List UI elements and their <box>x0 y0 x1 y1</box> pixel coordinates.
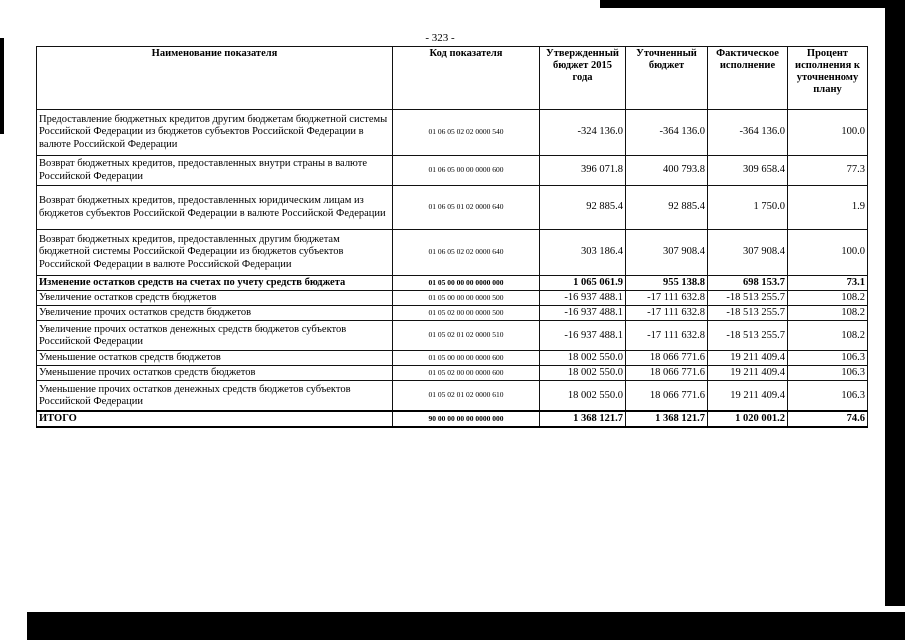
row-code: 01 06 05 01 02 0000 640 <box>393 186 540 230</box>
row-name: Увеличение остатков средств бюджетов <box>37 291 393 306</box>
row-name: Возврат бюджетных кредитов, предоставленных внутри страны в валюте Российской Федерации <box>37 156 393 186</box>
row-refined: 18 066 771.6 <box>626 366 708 381</box>
table-row <box>37 291 868 306</box>
row-code: 01 05 00 00 00 0000 000 <box>393 276 540 291</box>
row-refined: 955 138.8 <box>626 276 708 291</box>
row-percent: 108.2 <box>788 321 868 351</box>
row-name: ИТОГО <box>37 411 393 427</box>
row-approved: -16 937 488.1 <box>540 321 626 351</box>
header-approved: Утвержденный бюджет 2015 года <box>540 47 626 110</box>
row-name: Увеличение прочих остатков средств бюджетов <box>37 306 393 321</box>
row-percent: 106.3 <box>788 351 868 366</box>
row-code: 01 06 05 02 02 0000 640 <box>393 230 540 276</box>
row-code: 01 05 02 00 00 0000 600 <box>393 366 540 381</box>
row-name: Увеличение прочих остатков денежных средств бюджетов субъектов Российской Федерации <box>37 321 393 351</box>
table-row <box>37 351 868 366</box>
row-name: Возврат бюджетных кредитов, предоставленных другим бюджетам бюджетной системы Российской Федерации из бюджетов субъектов Российской Федерации в валюте Российской Федерации <box>37 230 393 276</box>
row-name: Уменьшение прочих остатков денежных средств бюджетов субъектов Российской Федерации <box>37 381 393 411</box>
table-row <box>37 276 868 291</box>
row-code: 01 05 00 00 00 0000 500 <box>393 291 540 306</box>
row-refined: -17 111 632.8 <box>626 321 708 351</box>
header-refined: Уточненный бюджет <box>626 47 708 110</box>
row-percent: 1.9 <box>788 186 868 230</box>
row-refined: -364 136.0 <box>626 110 708 156</box>
row-approved: -16 937 488.1 <box>540 306 626 321</box>
row-actual: 1 750.0 <box>708 186 788 230</box>
row-percent: 77.3 <box>788 156 868 186</box>
row-approved: 92 885.4 <box>540 186 626 230</box>
table-row <box>37 381 868 411</box>
scan-edge-right <box>885 0 905 606</box>
table-row <box>37 230 868 276</box>
row-refined: 18 066 771.6 <box>626 381 708 411</box>
row-approved: 1 065 061.9 <box>540 276 626 291</box>
row-refined: 307 908.4 <box>626 230 708 276</box>
row-code: 01 06 05 02 02 0000 540 <box>393 110 540 156</box>
table-row <box>37 366 868 381</box>
row-actual: 19 211 409.4 <box>708 366 788 381</box>
row-name: Изменение остатков средств на счетах по учету средств бюджета <box>37 276 393 291</box>
row-name: Возврат бюджетных кредитов, предоставленных юридическим лицам из бюджетов субъектов Российской Федерации в валюте Российской Федерации <box>37 186 393 230</box>
row-approved: -324 136.0 <box>540 110 626 156</box>
scan-edge-bottom <box>27 612 905 640</box>
table-row <box>37 110 868 156</box>
table-row-total <box>37 411 868 427</box>
row-actual: 307 908.4 <box>708 230 788 276</box>
row-percent: 106.3 <box>788 366 868 381</box>
scan-edge-top <box>600 0 905 8</box>
header-actual: Фактическое исполнение <box>708 47 788 110</box>
row-approved: 18 002 550.0 <box>540 366 626 381</box>
row-refined: -17 111 632.8 <box>626 291 708 306</box>
budget-table <box>36 46 868 428</box>
row-percent: 108.2 <box>788 291 868 306</box>
table-row <box>37 186 868 230</box>
row-actual: 309 658.4 <box>708 156 788 186</box>
row-refined: 18 066 771.6 <box>626 351 708 366</box>
row-actual: -18 513 255.7 <box>708 321 788 351</box>
row-code: 90 00 00 00 00 0000 000 <box>393 411 540 427</box>
row-name: Предоставление бюджетных кредитов другим бюджетам бюджетной системы Российской Федерации из бюджетов субъектов Российской Федерации в валюте Российской Федерации <box>37 110 393 156</box>
row-percent: 108.2 <box>788 306 868 321</box>
row-approved: 18 002 550.0 <box>540 351 626 366</box>
header-name: Наименование показателя <box>37 47 393 110</box>
row-actual: -18 513 255.7 <box>708 306 788 321</box>
row-approved: 1 368 121.7 <box>540 411 626 427</box>
row-actual: 19 211 409.4 <box>708 381 788 411</box>
row-percent: 106.3 <box>788 381 868 411</box>
row-percent: 73.1 <box>788 276 868 291</box>
table-row <box>37 156 868 186</box>
table-row <box>37 321 868 351</box>
row-percent: 100.0 <box>788 230 868 276</box>
row-approved: 303 186.4 <box>540 230 626 276</box>
scan-edge-left <box>0 38 4 134</box>
row-percent: 74.6 <box>788 411 868 427</box>
row-refined: 92 885.4 <box>626 186 708 230</box>
row-code: 01 05 02 01 02 0000 510 <box>393 321 540 351</box>
row-code: 01 05 02 01 02 0000 610 <box>393 381 540 411</box>
row-code: 01 05 02 00 00 0000 500 <box>393 306 540 321</box>
row-actual: 19 211 409.4 <box>708 351 788 366</box>
row-approved: -16 937 488.1 <box>540 291 626 306</box>
header-percent: Процент исполнения к уточненному плану <box>788 47 868 110</box>
row-actual: 1 020 001.2 <box>708 411 788 427</box>
row-actual: -364 136.0 <box>708 110 788 156</box>
row-actual: -18 513 255.7 <box>708 291 788 306</box>
table-row <box>37 306 868 321</box>
row-code: 01 06 05 00 00 0000 600 <box>393 156 540 186</box>
row-refined: -17 111 632.8 <box>626 306 708 321</box>
row-approved: 396 071.8 <box>540 156 626 186</box>
row-refined: 400 793.8 <box>626 156 708 186</box>
row-name: Уменьшение прочих остатков средств бюджетов <box>37 366 393 381</box>
row-approved: 18 002 550.0 <box>540 381 626 411</box>
header-code: Код показателя <box>393 47 540 110</box>
row-code: 01 05 00 00 00 0000 600 <box>393 351 540 366</box>
row-actual: 698 153.7 <box>708 276 788 291</box>
row-name: Уменьшение остатков средств бюджетов <box>37 351 393 366</box>
page-number: - 323 - <box>425 32 455 44</box>
table-header-row <box>37 47 868 110</box>
row-percent: 100.0 <box>788 110 868 156</box>
row-refined: 1 368 121.7 <box>626 411 708 427</box>
